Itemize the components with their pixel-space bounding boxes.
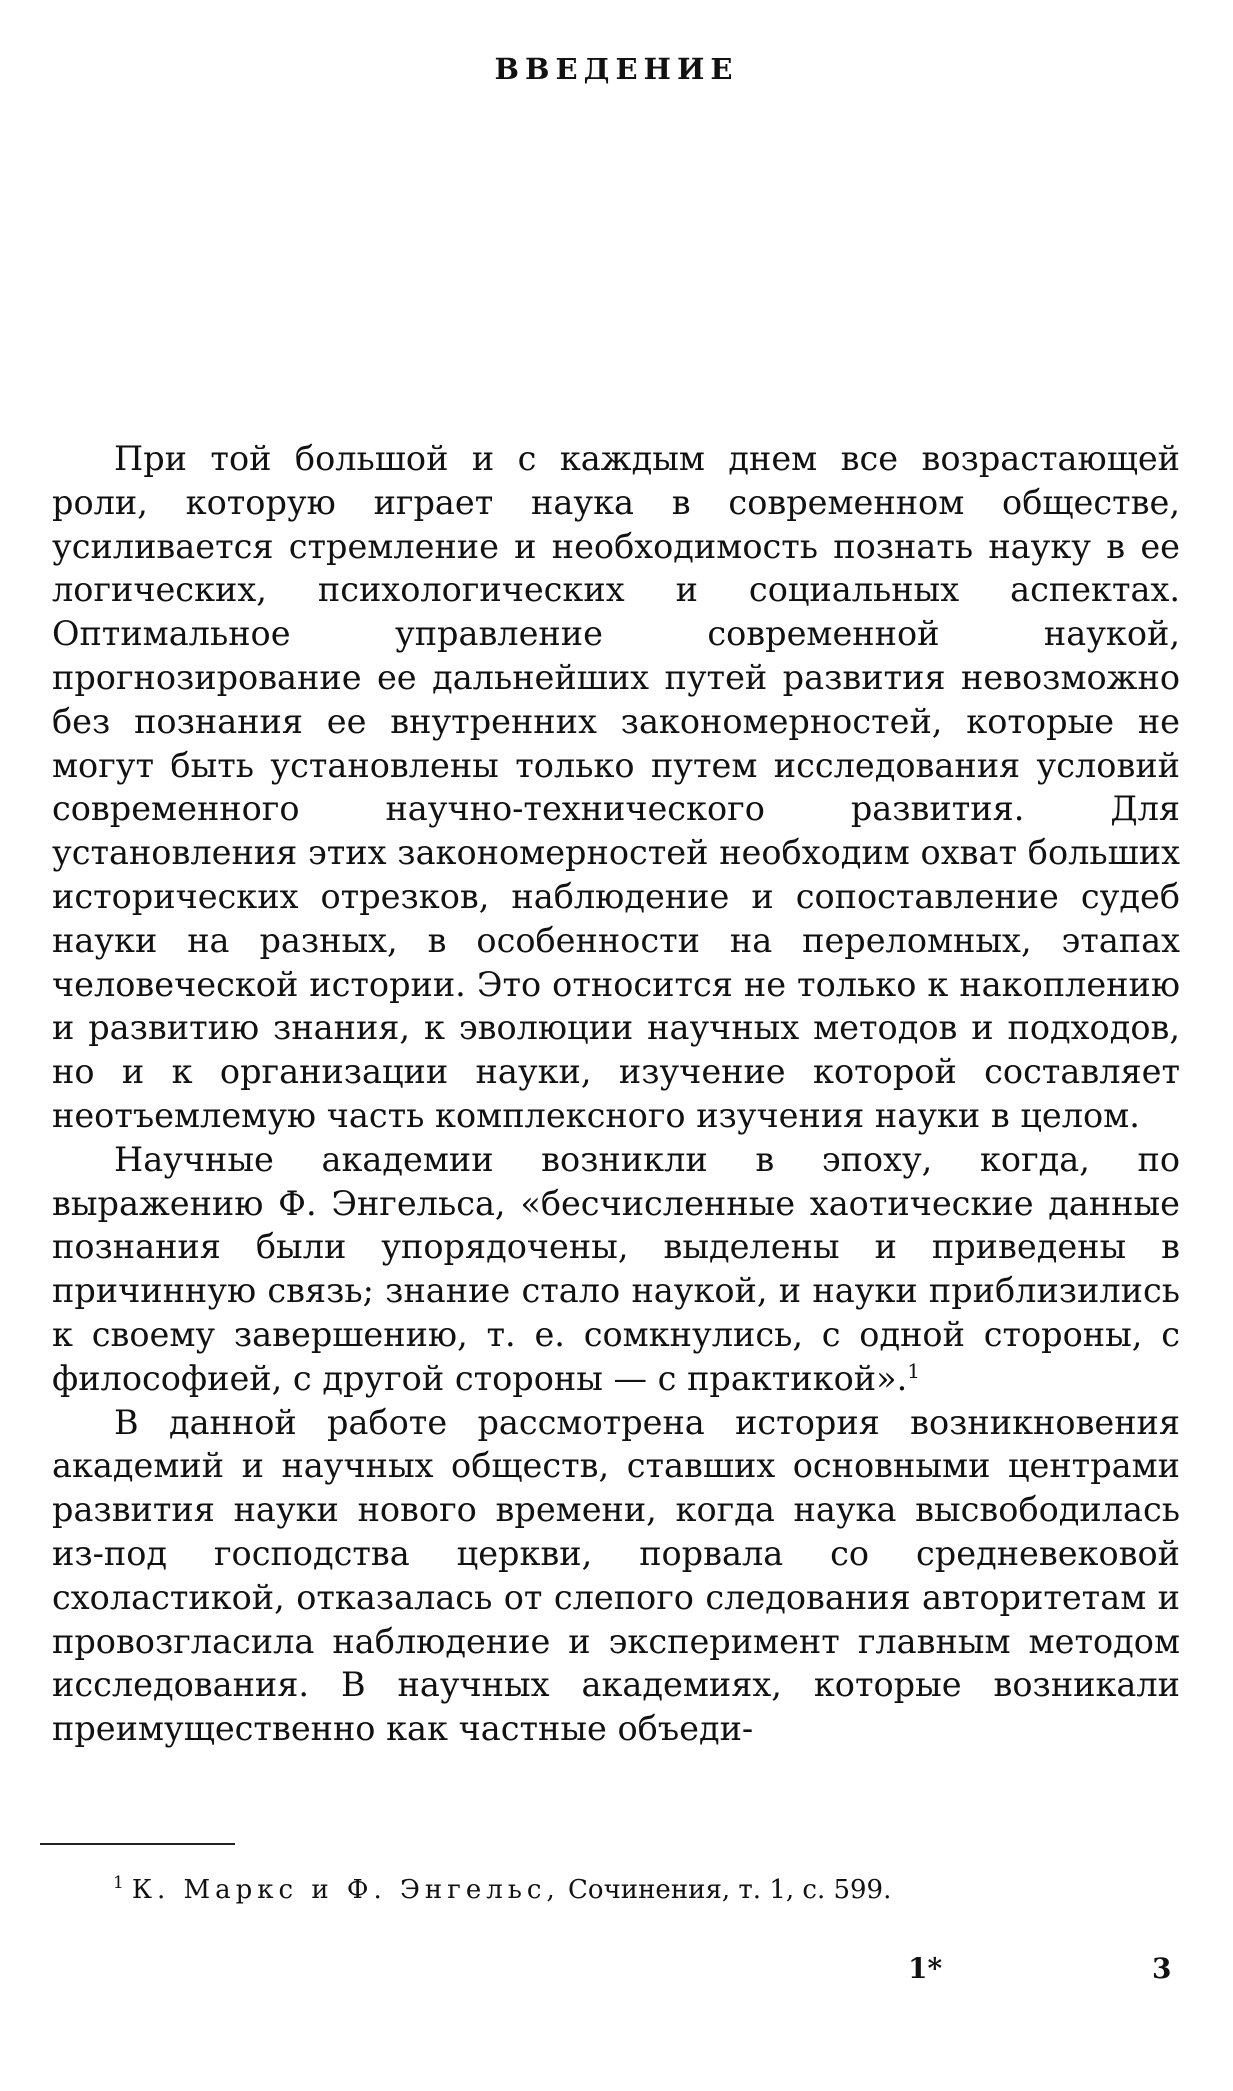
paragraph: [52, 1138, 1180, 1401]
footnote: [113, 1873, 1173, 1907]
footnote-number: 1: [113, 1873, 124, 1894]
printer-signature-mark: 1*: [908, 1952, 943, 1985]
footnote-divider: [40, 1843, 235, 1845]
footnote-reference[interactable]: 1: [907, 1358, 920, 1383]
body-text: [52, 437, 1180, 1751]
paragraph-text: В данной работе рассмотрена история возникновения академий и научных обществ, ставших основными центрами развития науки нового времени, когда наука высвободилась из-под господства церкви, порвала со средневековой схоластикой, отказалась от слепого следования авторитетам и провозгласила наблюдение и эксперимент главным методом исследования. В научных академиях, которые возникали преимущественно как частные объеди-: [52, 1402, 1180, 1749]
footnote-source: Сочинения, т. 1, с. 599.: [568, 1875, 892, 1905]
paragraph-text: Научные академии возникли в эпоху, когда, по выражению Ф. Энгельса, «бесчисленные хаотические данные познания были упорядочены, выделены и приведены в причинную связь; знание стало наукой, и науки приблизились к своему завершению, т. е. сомкнулись, с одной стороны, с философией, с другой стороны — с практикой».: [52, 1139, 1180, 1398]
paragraph-text: При той большой и с каждым днем все возрастающей роли, которую играет наука в современном обществе, усиливается стремление и необходимость познать науку в ее логических, психологических и социальных аспектах. Оптимальное управление современной наукой, прогнозирование ее дальнейших путей развития невозможно без познания ее внутренних закономерностей, которые не могут быть установлены только путем исследования условий современного научно-технического развития. Для установления этих закономерностей необходим охват больших исторических отрезков, наблюдение и сопоставление судеб науки на разных, в особенности на переломных, этапах человеческой истории. Это относится не только к накоплению и развитию знания, к эволюции научных методов и подходов, но и к организации науки, изучение которой составляет неотъемлемую часть комплексного изучения науки в целом.: [52, 439, 1180, 1135]
footnote-authors: К. Маркс и Ф. Энгельс,: [131, 1875, 560, 1905]
chapter-heading: ВВЕДЕНИЕ: [494, 52, 739, 86]
page-number: 3: [1152, 1952, 1172, 1985]
paragraph: [52, 437, 1180, 1138]
paragraph: [52, 1401, 1180, 1751]
